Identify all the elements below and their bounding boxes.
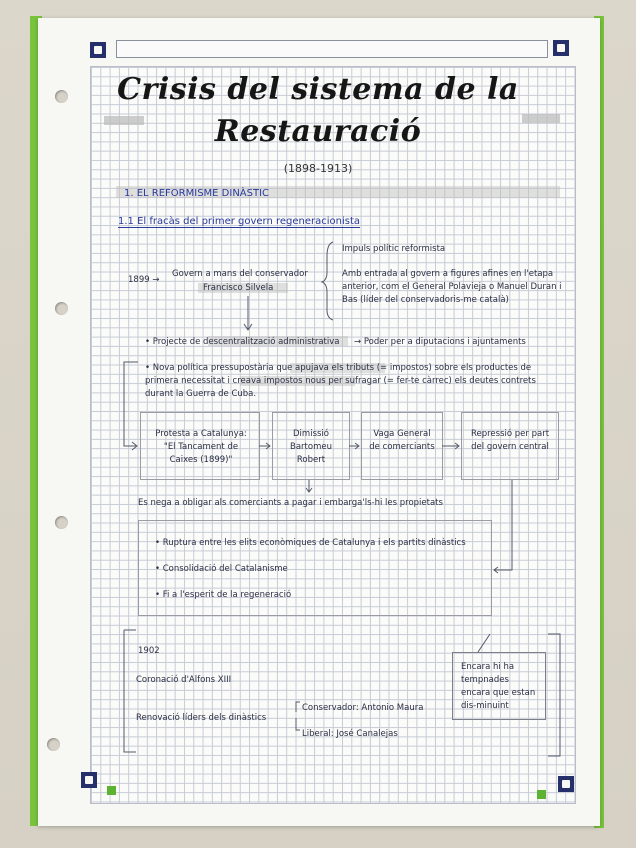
- reform-title: Impuls polític reformista: [342, 244, 446, 254]
- bullet-pressupostaria: • Nova política pressupostària que apujava els tributs (= impostos) sobre els productes de primera necessitat i creava impostos nous per sufragar (= fer-te càrrec) els deutes contrets durant la Guerra de Cuba.: [145, 363, 536, 399]
- silvela-name: Francisco Silvela: [203, 283, 274, 293]
- page-title-line-2: Restauració: [214, 114, 422, 149]
- date-range: (1898-1913): [283, 162, 353, 175]
- result-item: • Fi a l'esperit de la regeneració: [155, 590, 292, 600]
- subsection-heading: 1.1 El fracàs del primer govern regeneracionista: [118, 216, 361, 227]
- consequence-text: Es nega a obligar als comerciants a pagar i embarga'ls-hi les propietats: [138, 498, 443, 508]
- flow-text: Dimissió Bartomeu Robert: [290, 429, 332, 465]
- liberal-leader: Liberal: José Canalejas: [302, 729, 398, 739]
- flow-text: Repressió per part del govern central: [470, 429, 550, 452]
- result-item: • Ruptura entre les elits econòmiques de Catalunya i els partits dinàstics: [155, 538, 466, 548]
- year-1899: 1899 →: [128, 275, 160, 285]
- govern-text: Govern a mans del conservador: [172, 269, 308, 279]
- flow-text: Vaga General de comerciants: [369, 429, 435, 452]
- reform-body: Amb entrada al govern a figures afines en l'etapa anterior, com el General Polavieja o Manuel Duran i Bas (líder del conservadoris-me català): [342, 269, 562, 305]
- bullet-descentralitzacio: • Projecte de descentralització administrativa: [145, 337, 340, 347]
- flow-text: Protesta a Catalunya: "El Tancament de Caixes (1899)": [155, 429, 247, 465]
- year-1902: 1902: [138, 646, 160, 656]
- note-text: Encara hi ha tempnades encara que estan dis-minuint: [461, 662, 536, 711]
- page-title-line-1: Crisis del sistema de la: [117, 72, 519, 107]
- coronation-text: Coronació d'Alfons XIII: [136, 675, 232, 685]
- result-item: • Consolidació del Catalanisme: [155, 564, 288, 574]
- section-heading: 1. EL REFORMISME DINÀSTIC: [124, 188, 270, 199]
- renewal-text: Renovació líders dels dinàstics: [136, 713, 267, 723]
- bullet-poder: → Poder per a diputacions i ajuntaments: [354, 337, 526, 347]
- conservative-leader: Conservador: Antonio Maura: [302, 703, 424, 713]
